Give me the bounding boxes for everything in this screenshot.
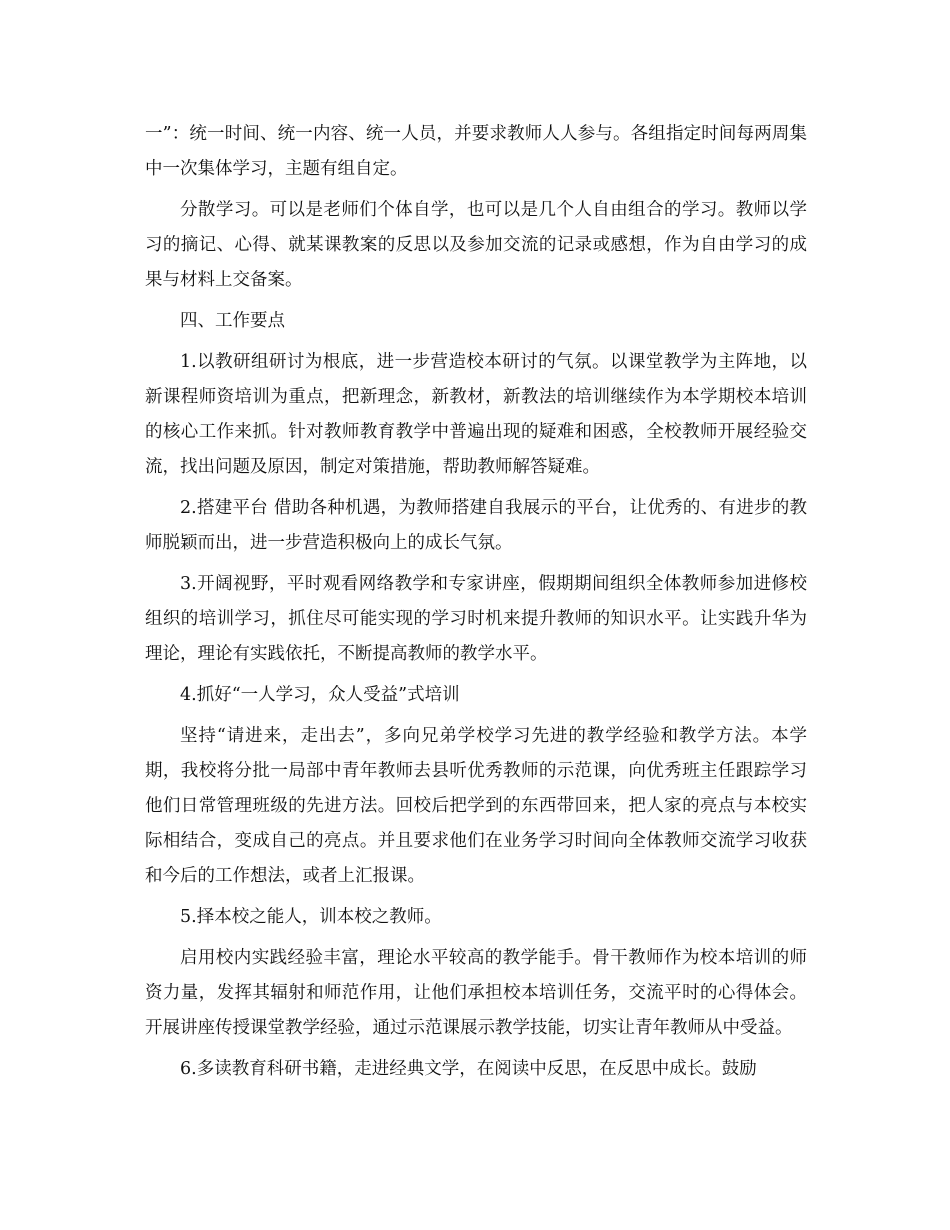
- paragraph-1: 一”：统一时间、统一内容、统一人员，并要求教师人人参与。各组指定时间每两周集中一次集体学习，主题有组自定。: [145, 124, 807, 179]
- paragraph-point-4-title: 4.抓好“一人学习，众人受益”式培训: [180, 685, 460, 705]
- paragraph-point-6: 6.多读教育科研书籍，走进经典文学，在阅读中反思，在反思中成长。鼓励: [180, 1059, 757, 1079]
- paragraph-2: 分散学习。可以是老师们个体自学，也可以是几个人自由组合的学习。教师以学习的摘记、心得、就某课教案的反思以及参加交流的记录或感想，作为自由学习的成果与材料上交备案。: [145, 200, 807, 290]
- document-body: [145, 117, 807, 1093]
- paragraph-point-1: 1.以教研组研讨为根底，进一步营造校本研讨的气氛。以课堂教学为主阵地，以新课程师资培训为重点，把新理念，新教材，新教法的培训继续作为本学期校本培训的核心工作来抓。针对教师教育教学中普遍出现的疑难和困惑，全校教师开展经验交流，找出问题及原因，制定对策措施，帮助教师解答疑难。: [145, 352, 807, 477]
- paragraph-point-3: 3.开阔视野，平时观看网络教学和专家讲座，假期期间组织全体教师参加进修校组织的培训学习，抓住尽可能实现的学习时机来提升教师的知识水平。让实践升华为理论，理论有实践依托，不断提高教师的教学水平。: [145, 574, 807, 664]
- paragraph-point-5-title: 5.择本校之能人，训本校之教师。: [180, 907, 442, 927]
- section-heading: 四、工作要点: [180, 311, 285, 331]
- paragraph-point-5-body: 启用校内实践经验丰富，理论水平较高的教学能手。骨干教师作为校本培训的师资力量，发挥其辐射和师范作用，让他们承担校本培训任务，交流平时的心得体会。开展讲座传授课堂教学经验，通过示范课展示教学技能，切实让青年教师从中受益。: [145, 948, 807, 1038]
- paragraph-point-2: 2.搭建平台 借助各种机遇，为教师搭建自我展示的平台，让优秀的、有进步的教师脱颖而出，进一步营造积极向上的成长气氛。: [145, 498, 807, 553]
- paragraph-point-4-body: 坚持“请进来，走出去”，多向兄弟学校学习先进的教学经验和教学方法。本学期，我校将分批一局部中青年教师去县听优秀教师的示范课，向优秀班主任跟踪学习他们日常管理班级的先进方法。回校后把学到的东西带回来，把人家的亮点与本校实际相结合，变成自己的亮点。并且要求他们在业务学习时间向全体教师交流学习收获和今后的工作想法，或者上汇报课。: [145, 726, 807, 886]
